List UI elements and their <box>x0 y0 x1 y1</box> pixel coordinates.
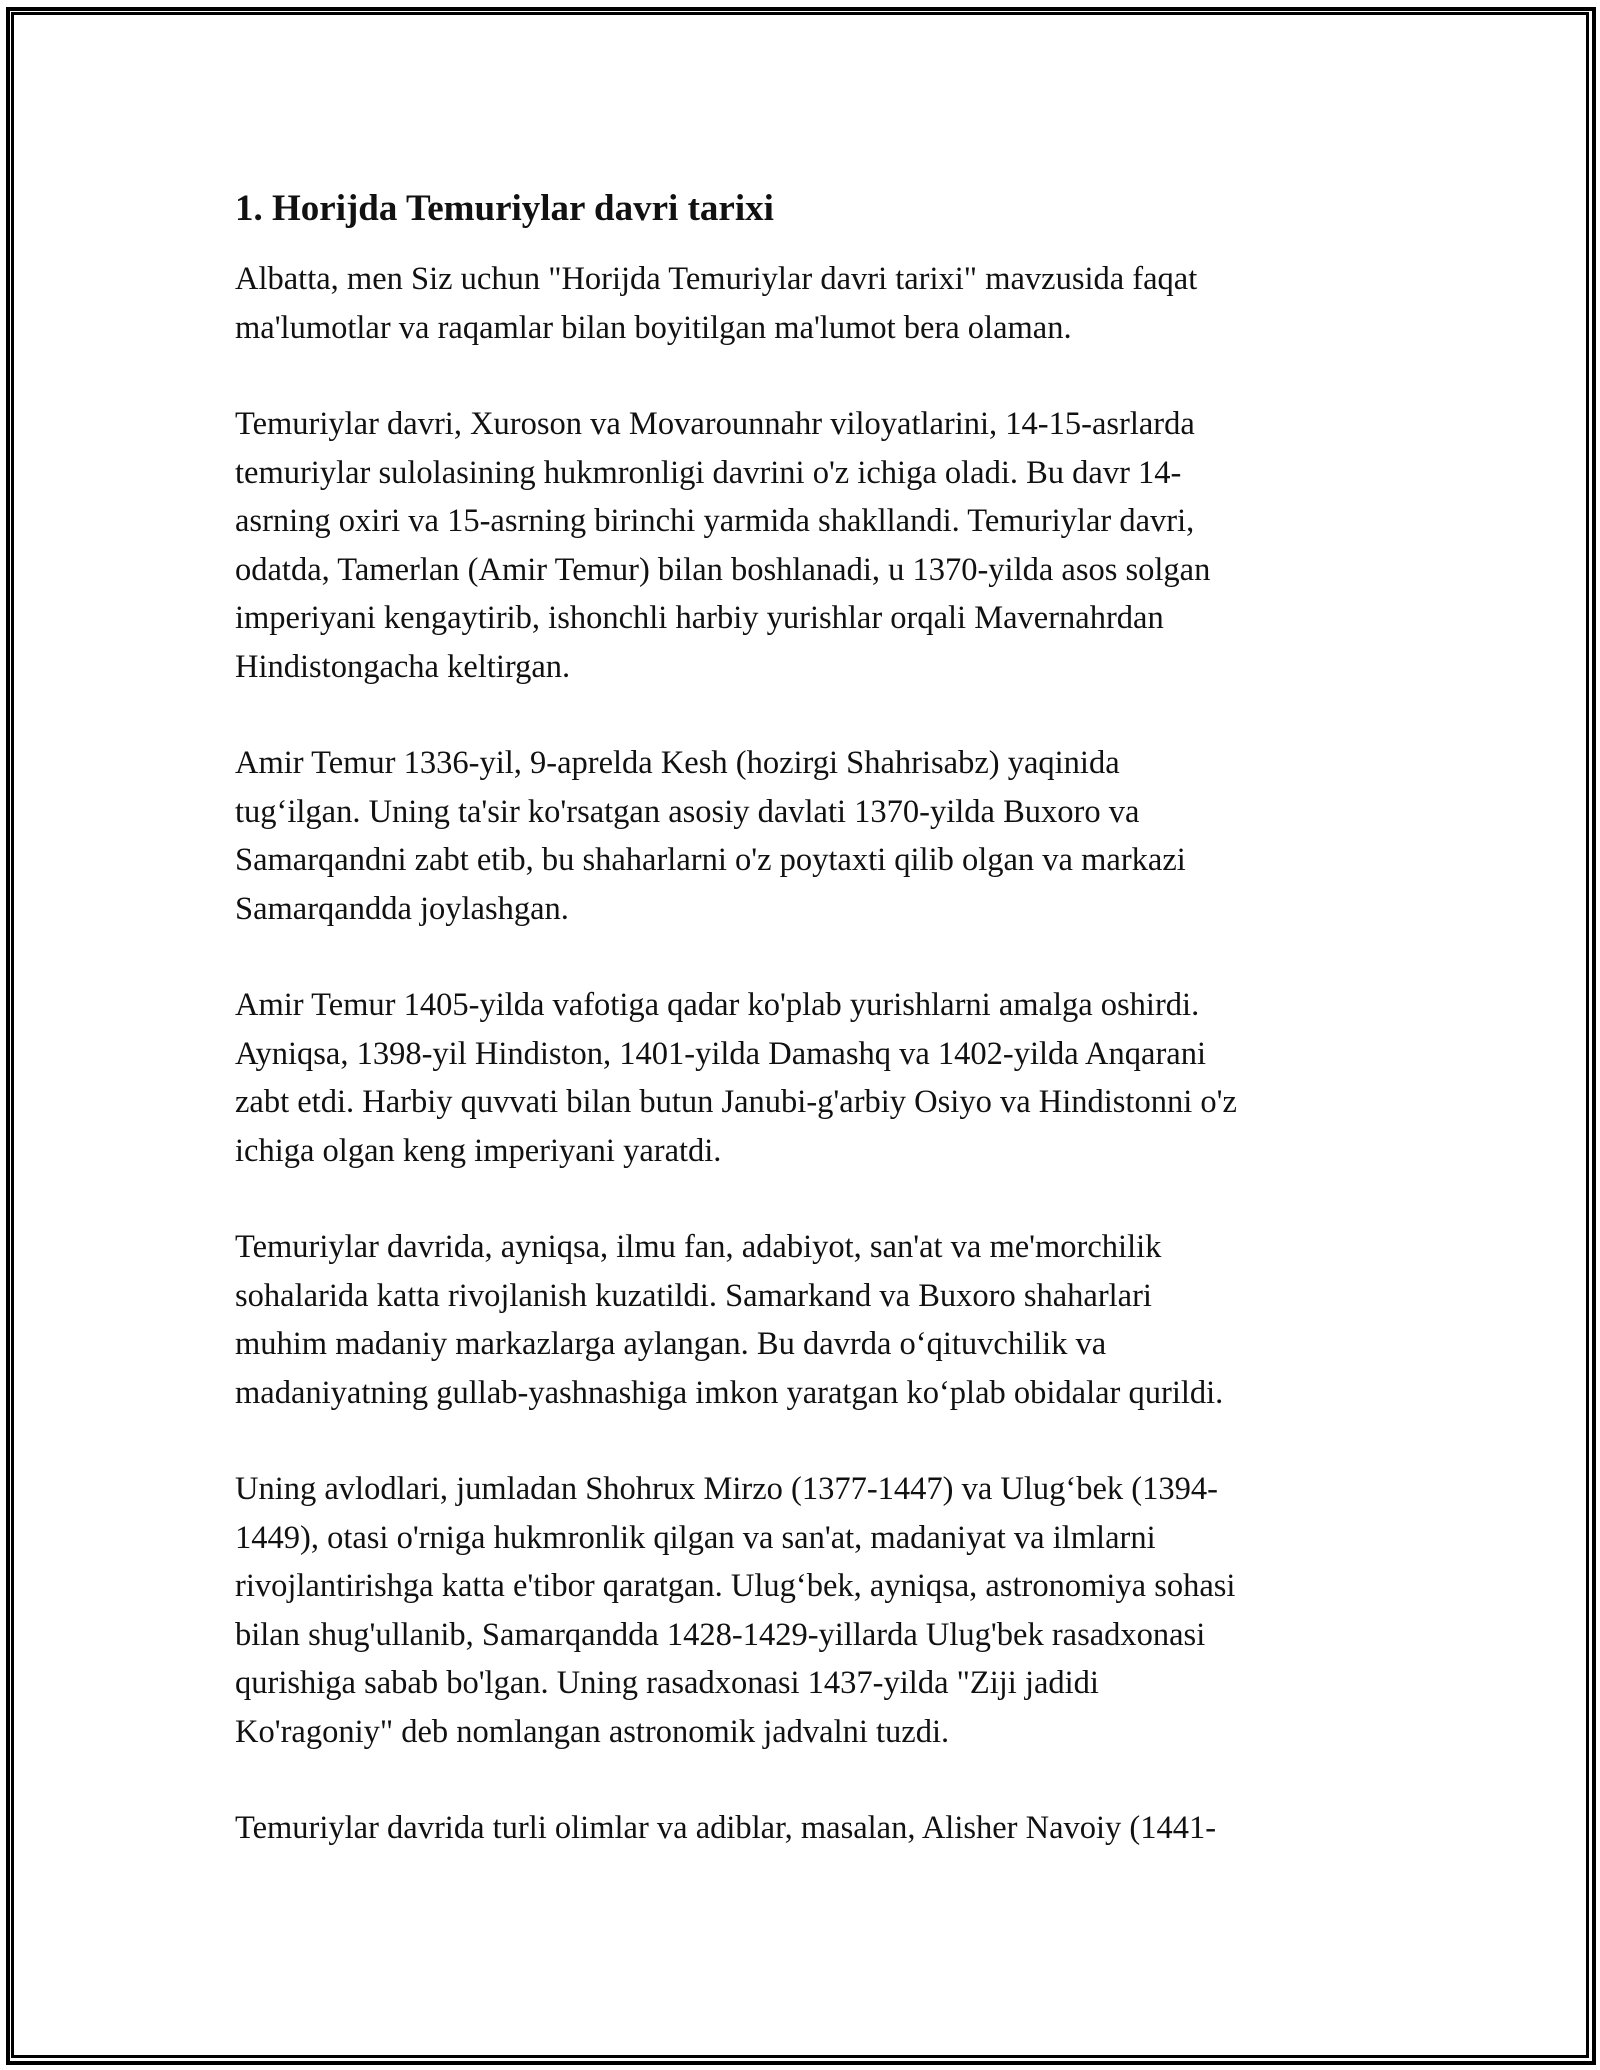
paragraph-line: Samarqandda joylashgan. <box>235 890 569 927</box>
paragraph-line: Temuriylar davrida turli olimlar va adiblar, masalan, Alisher Navoiy (1441- <box>235 1810 1217 1846</box>
paragraph-line: zabt etdi. Harbiy quvvati bilan butun Janubi-g'arbiy Osiyo va Hindistonni o'z <box>235 1084 1237 1120</box>
paragraph-line: Temuriylar davrida, ayniqsa, ilmu fan, adabiyot, san'at va me'morchilik <box>235 1229 1162 1265</box>
document-title: 1. Horijda Temuriylar davri tarixi <box>235 188 774 229</box>
paragraph <box>235 981 1385 1175</box>
paragraph-line: Amir Temur 1336-yil, 9-aprelda Kesh (hozirgi Shahrisabz) yaqinida <box>235 745 1120 781</box>
paragraph <box>235 255 1385 352</box>
paragraph-line: Amir Temur 1405-yilda vafotiga qadar ko'plab yurishlarni amalga oshirdi. <box>235 987 1200 1023</box>
paragraph-line: qurishiga sabab bo'lgan. Uning rasadxonasi 1437-yilda "Ziji jadidi <box>235 1665 1099 1701</box>
paragraph-line: asrning oxiri va 15-asrning birinchi yarmida shakllandi. Temuriylar davri, <box>235 503 1195 539</box>
paragraph-line: madaniyatning gullab-yashnashiga imkon yaratgan ko‘plab obidalar qurildi. <box>235 1374 1224 1411</box>
paragraph <box>235 1804 1385 1853</box>
paragraph-line: rivojlantirishga katta e'tibor qaratgan. Ulug‘bek, ayniqsa, astronomiya sohasi <box>235 1568 1236 1604</box>
paragraph-line: Uning avlodlari, jumladan Shohrux Mirzo (1377-1447) va Ulug‘bek (1394- <box>235 1471 1218 1507</box>
paragraph-line: Ayniqsa, 1398-yil Hindiston, 1401-yilda Damashq va 1402-yilda Anqarani <box>235 1035 1206 1072</box>
paragraph-line: muhim madaniy markazlarga aylangan. Bu davrda o‘qituvchilik va <box>235 1326 1107 1362</box>
paragraph-line: ichiga olgan keng imperiyani yaratdi. <box>235 1132 722 1169</box>
paragraph-line: imperiyani kengaytirib, ishonchli harbiy yurishlar orqali Mavernahrdan <box>235 600 1164 636</box>
paragraph <box>235 1465 1385 1756</box>
paragraph-line: Samarqandni zabt etib, bu shaharlarni o'z poytaxti qilib olgan va markazi <box>235 842 1186 878</box>
paragraph-line: sohalarida katta rivojlanish kuzatildi. Samarkand va Buxoro shaharlari <box>235 1277 1152 1314</box>
paragraph-line: 1449), otasi o'rniga hukmronlik qilgan va san'at, madaniyat va ilmlarni <box>235 1519 1156 1556</box>
paragraph <box>235 1223 1385 1417</box>
paragraph-line: ma'lumotlar va raqamlar bilan boyitilgan ma'lumot bera olaman. <box>235 309 1072 346</box>
paragraph-line: Hindistongacha keltirgan. <box>235 648 571 685</box>
paragraph-line: tug‘ilgan. Uning ta'sir ko'rsatgan asosiy davlati 1370-yilda Buxoro va <box>235 793 1140 830</box>
paragraph <box>235 739 1385 933</box>
paragraph-line: Albatta, men Siz uchun "Horijda Temuriylar davri tarixi" mavzusida faqat <box>235 261 1198 297</box>
paragraph-list <box>235 255 1385 1853</box>
paragraph-line: odatda, Tamerlan (Amir Temur) bilan boshlanadi, u 1370-yilda asos solgan <box>235 551 1211 588</box>
paragraph-line: Temuriylar davri, Xuroson va Movarounnahr viloyatlarini, 14-15-asrlarda <box>235 406 1195 442</box>
paragraph-line: Ko'ragoniy" deb nomlangan astronomik jadvalni tuzdi. <box>235 1713 950 1750</box>
paragraph <box>235 400 1385 691</box>
document-body <box>235 185 1385 1901</box>
paragraph-line: temuriylar sulolasining hukmronligi davrini o'z ichiga oladi. Bu davr 14- <box>235 454 1182 491</box>
paragraph-line: bilan shug'ullanib, Samarqandda 1428-1429-yillarda Ulug'bek rasadxonasi <box>235 1616 1206 1653</box>
